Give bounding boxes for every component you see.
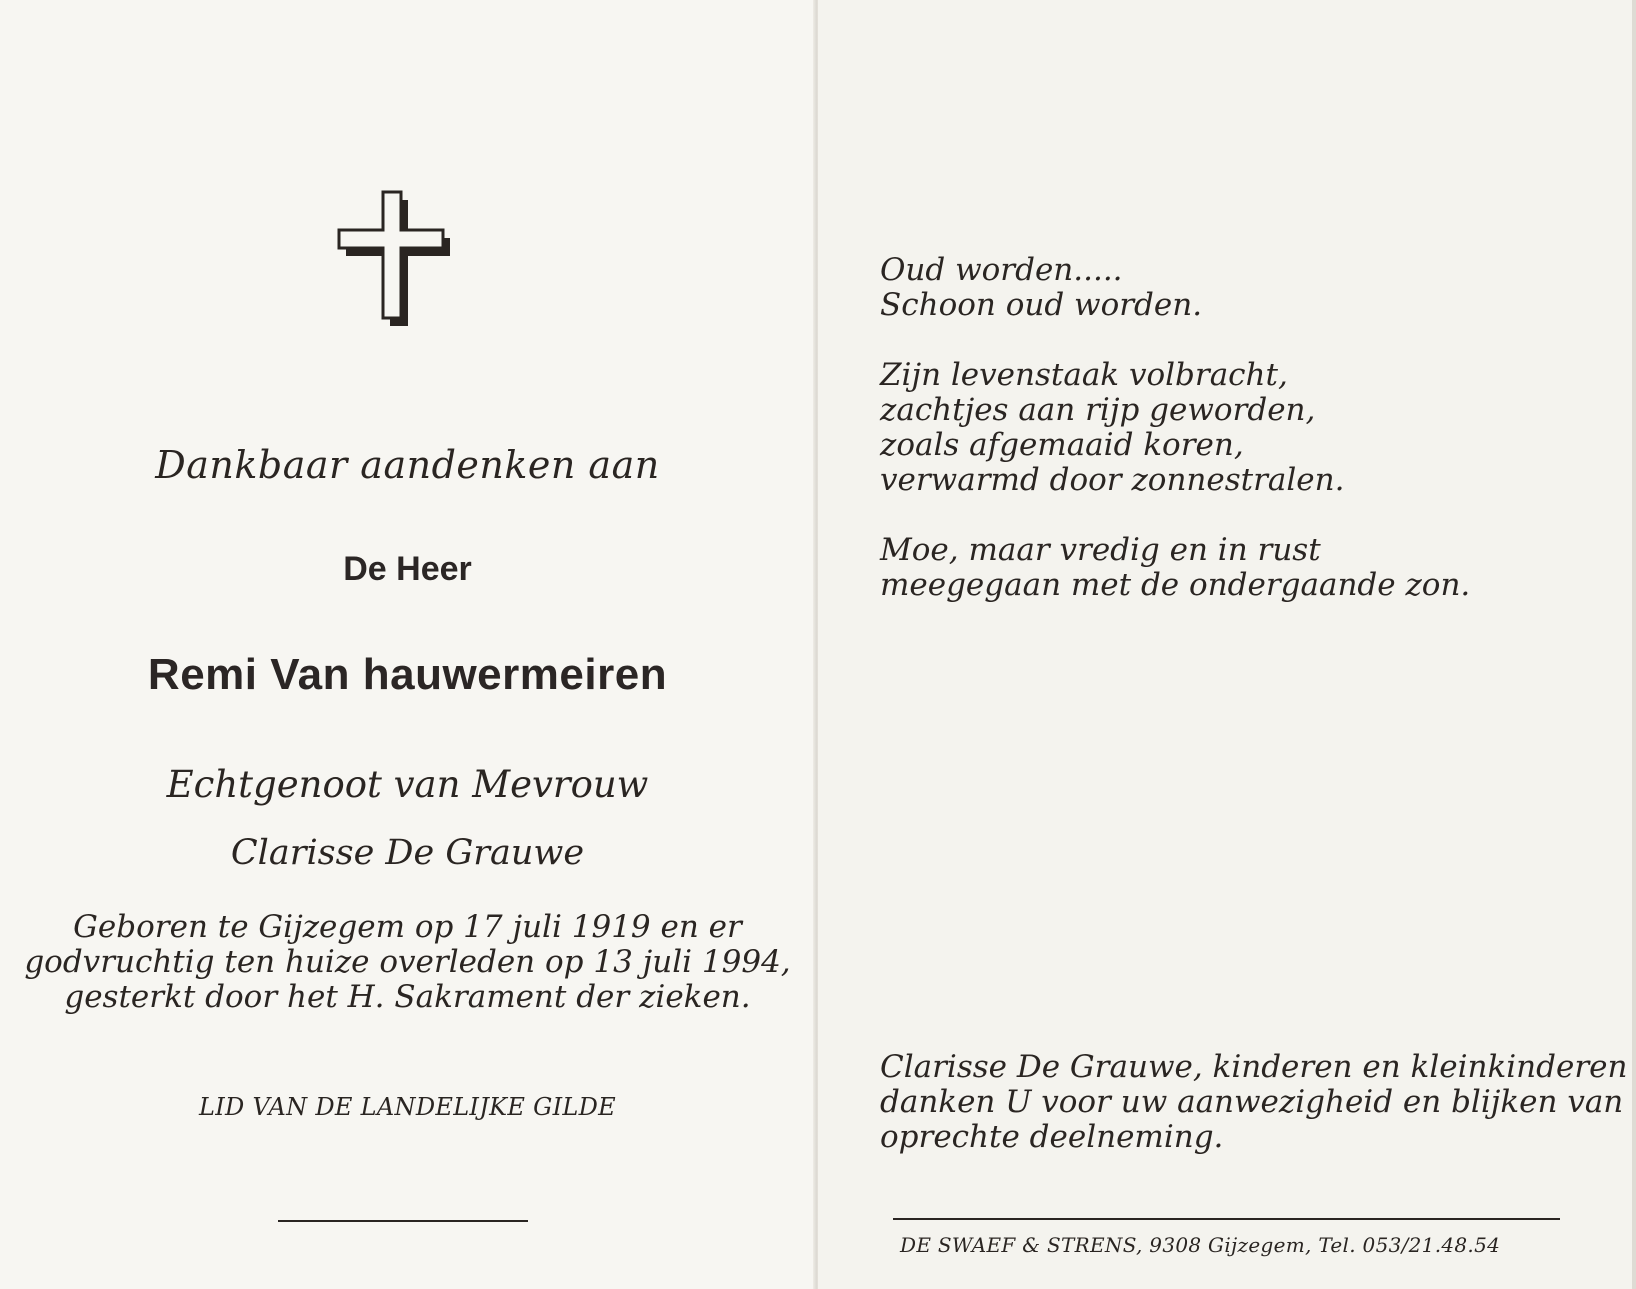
- honorific-title: De Heer: [343, 550, 472, 588]
- dedication-heading: Dankbaar aandenken aan: [155, 443, 660, 487]
- birth-line: gesterkt door het H. Sakrament der zieken.: [64, 979, 751, 1015]
- cross-icon: [335, 190, 455, 330]
- poem-line: Zijn levenstaak volbracht,: [880, 357, 1288, 393]
- poem-line: meegegaan met de ondergaande zon.: [880, 567, 1471, 603]
- divider: [893, 1218, 1560, 1220]
- thanks-line: danken U voor uw aanwezigheid en blijken van: [880, 1084, 1624, 1120]
- thanks-line: Clarisse De Grauwe, kinderen en kleinkinderen: [880, 1049, 1628, 1085]
- thanks-text: [880, 1050, 1627, 1155]
- spouse-intro: Echtgenoot van Mevrouw: [166, 763, 649, 806]
- poem-stanza: [880, 358, 1344, 498]
- poem-line: zachtjes aan rijp geworden,: [880, 392, 1316, 428]
- poem-line: zoals afgemaaid koren,: [880, 427, 1244, 463]
- divider: [278, 1220, 528, 1222]
- poem-stanza: [880, 533, 1470, 603]
- poem-line: verwarmd door zonnestralen.: [880, 462, 1345, 498]
- poem-stanza: [880, 253, 1202, 323]
- membership-line: LID VAN DE LANDELIJKE GILDE: [199, 1093, 616, 1121]
- birth-death-text: [0, 910, 815, 1015]
- poem-line: Moe, maar vredig en in rust: [880, 532, 1321, 568]
- spouse-name: Clarisse De Grauwe: [230, 833, 585, 873]
- thanks-line: oprechte deelneming.: [880, 1119, 1224, 1155]
- card-edge: [1632, 0, 1636, 1289]
- birth-line: godvruchtig ten huize overleden op 13 juli 1994,: [24, 944, 791, 980]
- poem-line: Schoon oud worden.: [880, 287, 1203, 323]
- birth-line: Geboren te Gijzegem op 17 juli 1919 en er: [73, 909, 742, 945]
- left-panel: [0, 0, 815, 1289]
- deceased-name: Remi Van hauwermeiren: [147, 650, 668, 699]
- printer-credit: DE SWAEF & STRENS, 9308 Gijzegem, Tel. 053/21.48.54: [900, 1233, 1501, 1257]
- poem-line: Oud worden.....: [880, 252, 1123, 288]
